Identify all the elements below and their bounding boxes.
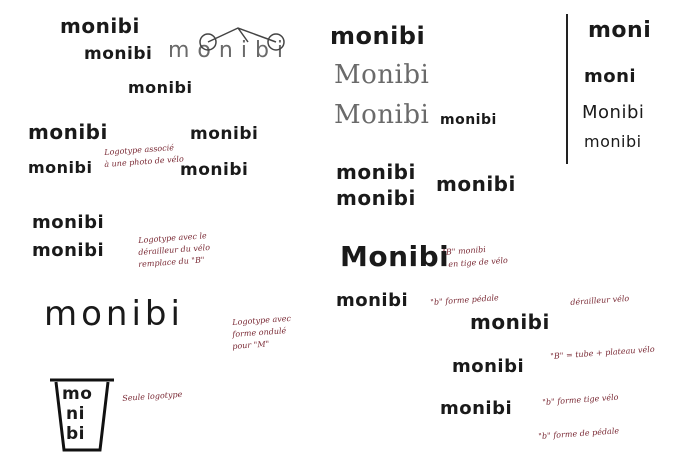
annotation: "B" monibi [442, 244, 487, 257]
logo-sketch: monibi [60, 14, 140, 38]
annotation: en tige de vélo [448, 255, 509, 269]
logo-sketch: Monibi [582, 102, 645, 123]
logo-sketch: monibi [84, 44, 153, 64]
bicycle-doodle [188, 22, 298, 52]
logo-sketch-bike: monibi [180, 160, 249, 180]
logo-sketch: moni [588, 18, 652, 43]
logo-sketch: monibi [330, 22, 426, 50]
logo-sketch: monibi [584, 132, 642, 151]
logo-sketch-sun: monibi [470, 310, 550, 334]
logo-sketch-bike: monibi [336, 160, 416, 184]
logo-sketch-sun: monibi [32, 240, 105, 261]
annotation: "b" forme tige vélo [542, 392, 619, 407]
logo-sketch: moni [584, 66, 637, 87]
annotation: Logotype avec [232, 313, 292, 327]
logo-sketch-bike: monibi [28, 120, 108, 144]
annotation: dérailleur du vélo [138, 242, 211, 257]
annotation: Logotype associé [104, 143, 175, 157]
bin-logo-text: bi [66, 424, 85, 444]
annotation: Seule logotype [122, 389, 183, 403]
annotation: pour "M" [232, 339, 270, 351]
logo-sketch-tray: monibi [452, 356, 525, 377]
annotation: "b" forme pédale [430, 293, 499, 307]
logo-sketch-bike: monibi [28, 158, 93, 177]
annotation: remplace du "B" [138, 255, 205, 269]
separator-line [566, 14, 568, 164]
annotation: à une photo de vélo [104, 154, 185, 169]
logo-sketch-outline: monibi [168, 38, 292, 63]
annotation: forme ondulé [232, 326, 287, 339]
annotation: "b" forme de pédale [538, 426, 620, 441]
bin-logo-text: mo [62, 384, 93, 404]
annotation: Logotype avec le [138, 231, 208, 245]
bin-logo-text: ni [66, 404, 85, 424]
logo-sketch-bike: monibi [436, 172, 516, 196]
logo-sketch-wave: monibi [44, 294, 184, 334]
logo-sketch-bike: monibi [336, 186, 416, 210]
annotation: "B" = tube + plateau vélo [550, 344, 655, 361]
logo-sketch-bike: monibi [190, 124, 259, 144]
logo-sketch-outline: Monibi [334, 100, 430, 130]
logo-sketch-sun: monibi [32, 212, 105, 233]
annotation: dérailleur vélo [570, 293, 630, 307]
logo-sketch-pedal: monibi [336, 290, 409, 311]
logo-sketch: monibi [440, 112, 497, 128]
logo-sketch: monibi [128, 78, 193, 97]
logo-sketch-tige: monibi [440, 398, 513, 419]
logo-sketch-outline: Monibi [334, 60, 430, 90]
logo-sketch: Monibi [340, 240, 450, 273]
